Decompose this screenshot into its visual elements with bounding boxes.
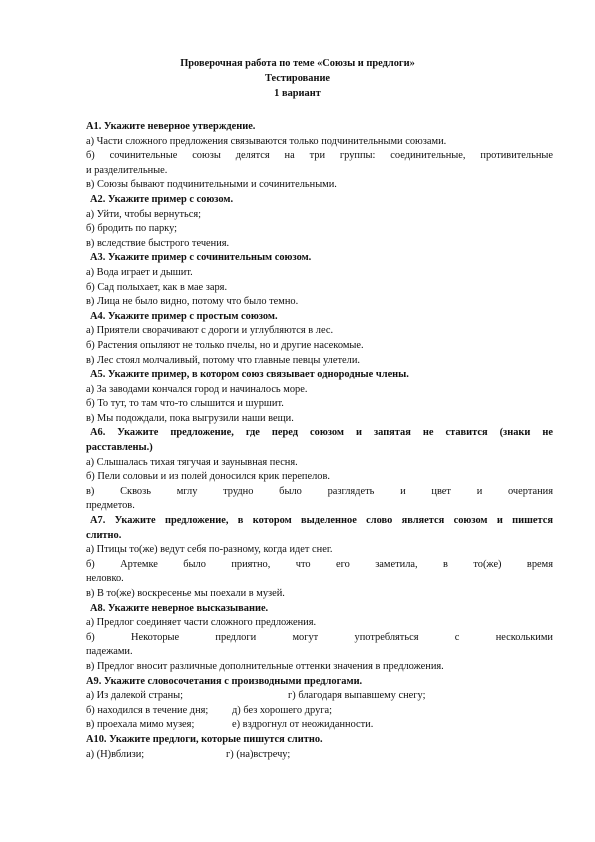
answer-option: б) находился в течение дня; bbox=[86, 704, 209, 716]
question-a5 bbox=[86, 368, 553, 426]
answer-option: в) Сквозь мглу трудно было разглядеть и цвет и очертания bbox=[86, 485, 553, 497]
answer-option: б) Сад полыхает, как в мае заря. bbox=[86, 281, 228, 293]
question-a8 bbox=[86, 602, 553, 675]
question-title: А4. Укажите пример с простым союзом. bbox=[90, 310, 278, 322]
answer-option: в) Союзы бывают подчинительными и сочинительными. bbox=[86, 179, 337, 191]
answer-option: в) Мы подождали, пока выгрузили наши вещи. bbox=[86, 412, 294, 424]
question-a7 bbox=[86, 514, 553, 602]
answer-option: б) То тут, то там что-то слышится и шуршит. bbox=[86, 398, 284, 410]
answer-option: в) Лес стоял молчаливый, потому что главные певцы улетели. bbox=[86, 354, 360, 366]
answer-option: в) В то(же) воскресенье мы поехали в музей. bbox=[86, 588, 285, 599]
answer-option-continuation: предметов. bbox=[86, 500, 135, 512]
answer-option: а) Из далекой страны; bbox=[86, 690, 184, 702]
answer-option: в) Лица не было видно, потому что было темно. bbox=[86, 296, 299, 308]
answer-option: а) За заводами кончался город и начиналось море. bbox=[86, 383, 308, 395]
answer-row bbox=[86, 748, 553, 763]
answer-row bbox=[86, 704, 553, 719]
question-title: А3. Укажите пример с сочинительным союзом. bbox=[90, 252, 312, 264]
answer-option: а) Слышалась тихая тягучая и заунывная песня. bbox=[86, 456, 298, 468]
answer-row bbox=[86, 718, 553, 733]
answer-option: в) Предлог вносит различные дополнительные оттенки значения в предложения. bbox=[86, 660, 444, 672]
answer-option: б) бродить по парку; bbox=[86, 223, 178, 235]
answer-option-continuation: неловко. bbox=[86, 573, 124, 585]
question-a1 bbox=[86, 120, 553, 193]
question-title: А10. Укажите предлоги, которые пишутся слитно. bbox=[86, 733, 323, 745]
answer-option: а) Части сложного предложения связываются только подчинительными союзами. bbox=[86, 135, 447, 147]
answer-option: в) вследствие быстрого течения. bbox=[86, 237, 230, 249]
answer-row bbox=[86, 689, 553, 704]
question-title-continuation: расставлены.) bbox=[86, 442, 153, 454]
question-title: А9. Укажите словосочетания с производными предлогами. bbox=[86, 675, 363, 687]
answer-option: а) Уйти, чтобы вернуться; bbox=[86, 208, 202, 220]
question-title: А7. Укажите предложение, в котором выделенное слово является союзом и пишется bbox=[90, 515, 553, 527]
answer-option: в) проехала мимо музея; bbox=[86, 719, 195, 731]
question-title: А8. Укажите неверное высказывание. bbox=[90, 602, 269, 614]
question-a10 bbox=[86, 733, 553, 762]
question-title: А2. Укажите пример с союзом. bbox=[90, 193, 234, 205]
question-list bbox=[86, 120, 553, 762]
answer-option: г) (на)встречу; bbox=[226, 748, 291, 760]
answer-option: а) Предлог соединяет части сложного предложения. bbox=[86, 617, 317, 629]
answer-option: б) Растения опыляют не только пчелы, но и другие насекомые. bbox=[86, 339, 364, 351]
answer-option: г) благодаря выпавшему снегу; bbox=[288, 690, 426, 702]
answer-option-continuation: и разделительные. bbox=[86, 164, 168, 176]
question-title: А6. Укажите предложение, где перед союзом и запятая не ставится (знаки не bbox=[90, 427, 553, 439]
answer-option-continuation: падежами. bbox=[86, 646, 133, 658]
question-a6 bbox=[86, 426, 553, 514]
document-subtitle: Тестирование bbox=[264, 72, 331, 84]
document-title: Проверочная работа по теме «Союзы и предлоги» bbox=[180, 58, 415, 69]
answer-option: б) Артемке было приятно, что его заметила, в то(же) время bbox=[86, 558, 553, 570]
question-title: А1. Укажите неверное утверждение. bbox=[86, 121, 256, 132]
answer-option: а) (Н)вблизи; bbox=[86, 748, 145, 760]
question-a2 bbox=[86, 193, 553, 251]
document-variant: 1 вариант bbox=[274, 87, 321, 99]
answer-option: а) Птицы то(же) ведут себя по-разному, когда идет снег. bbox=[86, 544, 333, 556]
answer-option: б) сочинительные союзы делятся на три группы: соединительные, противительные bbox=[86, 150, 553, 162]
question-title: А5. Укажите пример, в котором союз связывает однородные члены. bbox=[90, 369, 409, 381]
answer-option: а) Приятели сворачивают с дороги и углубляются в лес. bbox=[86, 325, 334, 337]
question-title-continuation: слитно. bbox=[86, 529, 122, 541]
answer-option: б) Пели соловьи и из полей доносился крик перепелов. bbox=[86, 471, 330, 483]
document-header bbox=[0, 57, 595, 101]
answer-option: д) без хорошего друга; bbox=[232, 704, 333, 716]
answer-option: а) Вода играет и дышит. bbox=[86, 266, 193, 278]
answer-option: е) вздрогнул от неожиданности. bbox=[232, 719, 374, 731]
question-a3 bbox=[86, 251, 553, 309]
question-a4 bbox=[86, 310, 553, 368]
question-a9 bbox=[86, 675, 553, 733]
answer-option: б) Некоторые предлоги могут употребляться с несколькими bbox=[86, 631, 553, 643]
